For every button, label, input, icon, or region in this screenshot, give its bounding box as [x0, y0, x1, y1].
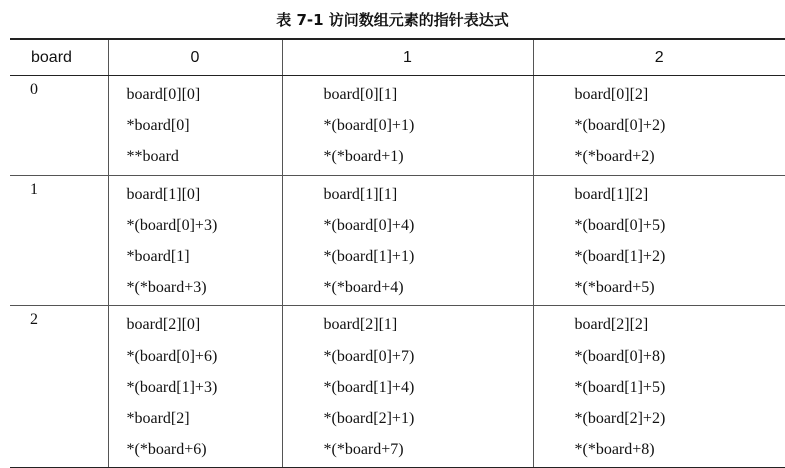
table-cell — [533, 306, 785, 468]
table-cell — [533, 76, 785, 176]
header-col-0: 0 — [108, 39, 282, 76]
pointer-expression: *(*board+3) — [127, 274, 282, 305]
pointer-expression-table — [10, 38, 785, 468]
pointer-expression: *(board[1]+3) — [127, 374, 282, 405]
pointer-expression: *(*board+6) — [127, 436, 282, 467]
pointer-expression: *(board[0]+8) — [575, 343, 785, 374]
pointer-expression: *(board[2]+2) — [575, 405, 785, 436]
pointer-expression: *(board[0]+3) — [127, 212, 282, 243]
table-cell — [282, 306, 533, 468]
pointer-expression: *(*board+8) — [575, 436, 785, 467]
header-col-2: 2 — [533, 39, 785, 76]
pointer-expression: board[2][1] — [324, 311, 533, 342]
pointer-expression: *(board[2]+1) — [324, 405, 533, 436]
pointer-expression: *(board[1]+1) — [324, 243, 533, 274]
table-cell — [108, 76, 282, 176]
pointer-expression: *(board[1]+2) — [575, 243, 785, 274]
pointer-expression: *board[0] — [127, 112, 282, 143]
table-cell — [108, 175, 282, 306]
pointer-expression: *(board[0]+6) — [127, 343, 282, 374]
pointer-expression: *(*board+2) — [575, 143, 785, 174]
pointer-expression: *(board[1]+4) — [324, 374, 533, 405]
table-row — [10, 175, 785, 306]
pointer-expression: board[1][2] — [575, 181, 785, 212]
pointer-expression: *(board[1]+5) — [575, 374, 785, 405]
pointer-expression: board[0][0] — [127, 81, 282, 112]
pointer-expression: **board — [127, 143, 282, 174]
pointer-expression: board[0][1] — [324, 81, 533, 112]
pointer-expression: *(*board+5) — [575, 274, 785, 305]
header-board: board — [10, 39, 108, 76]
table-cell — [533, 175, 785, 306]
pointer-expression: board[2][0] — [127, 311, 282, 342]
pointer-expression: *board[1] — [127, 243, 282, 274]
pointer-expression: *(board[0]+4) — [324, 212, 533, 243]
pointer-expression: *(board[0]+2) — [575, 112, 785, 143]
pointer-expression: board[1][0] — [127, 181, 282, 212]
table-cell — [282, 76, 533, 176]
table-row — [10, 76, 785, 176]
row-label: 1 — [10, 175, 108, 306]
pointer-expression: *(*board+1) — [324, 143, 533, 174]
pointer-expression: board[2][2] — [575, 311, 785, 342]
row-label: 2 — [10, 306, 108, 468]
table-cell — [108, 306, 282, 468]
header-row — [10, 39, 785, 76]
pointer-expression: board[1][1] — [324, 181, 533, 212]
table-caption: 表 7-1 访问数组元素的指针表达式 — [0, 9, 785, 30]
table-row — [10, 306, 785, 468]
pointer-expression: *(*board+4) — [324, 274, 533, 305]
row-label: 0 — [10, 76, 108, 176]
table-cell — [282, 175, 533, 306]
pointer-expression: *(board[0]+1) — [324, 112, 533, 143]
pointer-expression: *(board[0]+7) — [324, 343, 533, 374]
pointer-expression: board[0][2] — [575, 81, 785, 112]
header-col-1: 1 — [282, 39, 533, 76]
pointer-expression: *(board[0]+5) — [575, 212, 785, 243]
pointer-expression: *board[2] — [127, 405, 282, 436]
pointer-expression: *(*board+7) — [324, 436, 533, 467]
